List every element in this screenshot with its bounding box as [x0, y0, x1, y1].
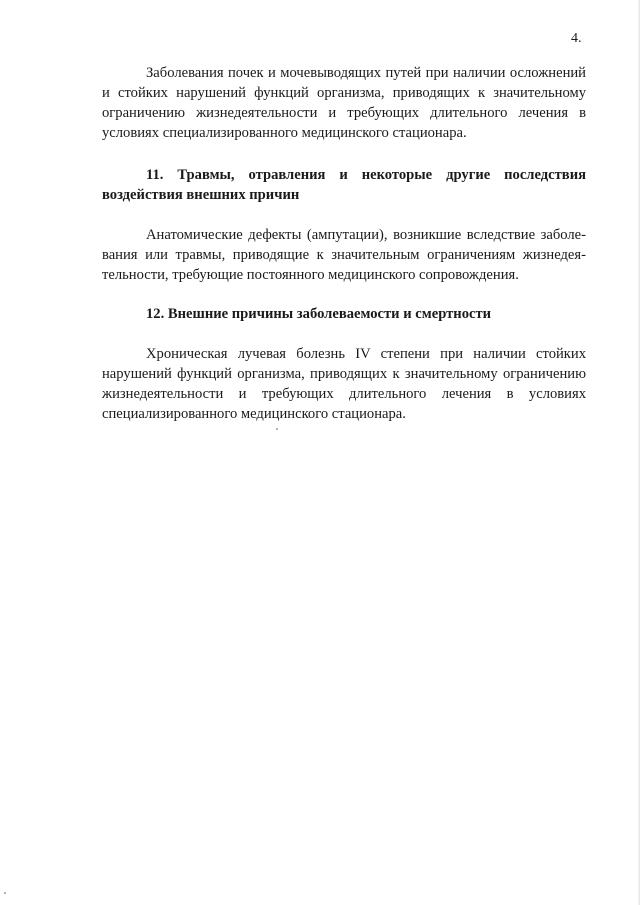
scan-speck [4, 892, 6, 894]
page-number: 4. [571, 31, 582, 46]
document-body [102, 63, 586, 424]
section-heading-11: 11. Травмы, отравления и некоторые другие последствия воздействия внешних причин [102, 167, 586, 203]
spacer [102, 285, 586, 304]
paragraph-radiation-sickness: Хроническая лучевая болезнь IV степени при наличии стойких нарушений функций организма, приводящих к значительному ограничению жизнедеятельности и требующих длительного лечения в условиях специализированного медицинского стационара. [102, 346, 586, 422]
spacer [102, 205, 586, 225]
scan-speck [276, 428, 278, 430]
section-heading-12: 12. Внешние причины заболеваемости и смертности [146, 306, 492, 322]
spacer [102, 143, 586, 165]
paragraph-kidney-diseases: Заболевания почек и мочевыводящих путей при наличии осложнений и стойких нарушений функций организма, приводящих к значительному ограничению жизнедеятельности и требующих длительного лечения в условиях специализированного медицинского стационара. [102, 65, 586, 141]
paragraph-anatomical-defects: Анатомические дефекты (ампутации), возникшие вследствие заболевания или травмы, приводящие к значительным ограничениям жизнедеятельности, требующие постоянного медицинского сопровождения. [102, 227, 586, 283]
spacer [102, 324, 586, 344]
